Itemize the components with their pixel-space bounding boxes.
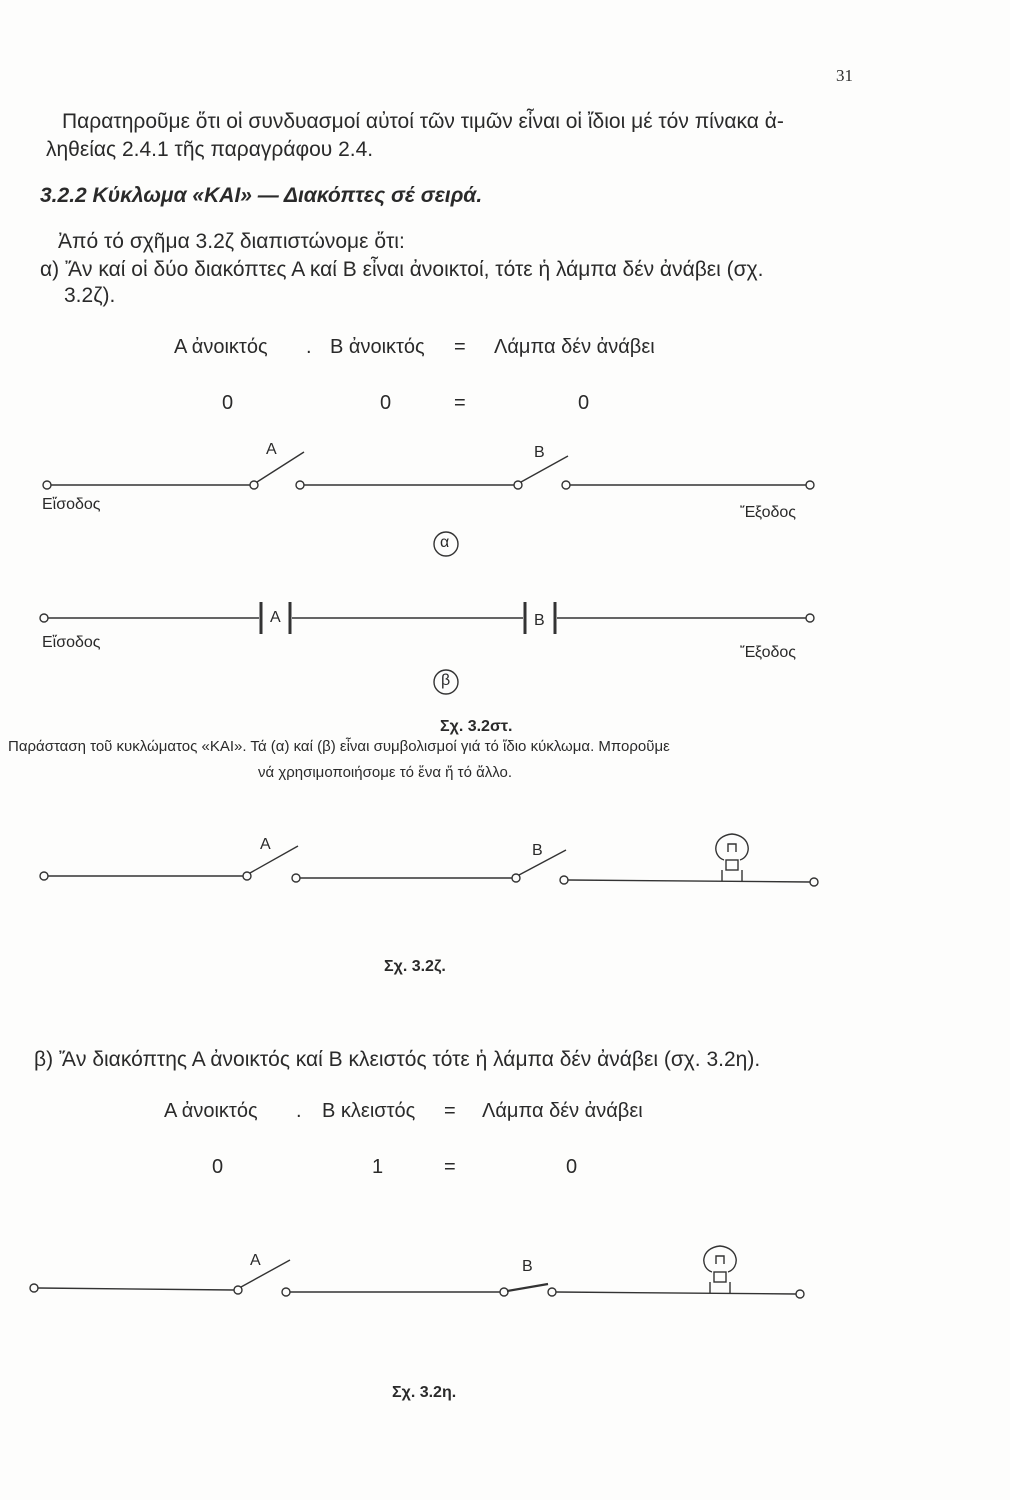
input-terminal (40, 614, 48, 622)
page-number: 31 (836, 66, 853, 85)
output-terminal (796, 1290, 804, 1298)
wire-segment (568, 880, 810, 882)
fig-h-switch-a-label: Α (250, 1252, 261, 1269)
switch-a-pivot (250, 481, 258, 489)
switch-a-contact (292, 874, 300, 882)
output-terminal (806, 614, 814, 622)
mark-a-text: α (440, 534, 450, 551)
mark-b-text: β (441, 672, 451, 689)
input-terminal (43, 481, 51, 489)
fig-z-switch-a-label: Α (260, 836, 271, 853)
circuit-b-diagram (0, 594, 1010, 654)
input-terminal (40, 872, 48, 880)
switch-a-blade (241, 1260, 290, 1287)
fig-a-output-label: Ἔξοδος (740, 504, 796, 521)
fig-z-switch-b-label: Β (532, 842, 543, 859)
switch-a-blade (257, 452, 304, 482)
fig-h-caption: Σχ. 3.2η. (392, 1384, 457, 1401)
eq-b-value-equals: = (444, 1156, 456, 1178)
eq-a-value-3: 0 (578, 392, 590, 414)
switch-a-contact (282, 1288, 290, 1296)
switch-a-pivot (234, 1286, 242, 1294)
eq-b-mid: Β κλειστός (322, 1100, 416, 1122)
eq-a-right: Λάμπα δέν ἀνάβει (494, 336, 655, 358)
fig-z-caption: Σχ. 3.2ζ. (384, 958, 446, 975)
case-a-line-2: 3.2ζ). (64, 284, 116, 307)
lamp-icon (716, 834, 748, 881)
eq-b-equals: = (444, 1100, 456, 1122)
wire-segment (38, 1288, 234, 1290)
para-intro: Ἀπό τό σχῆμα 3.2ζ διαπιστώνομε ὅτι: (58, 230, 405, 253)
wire-segment (556, 1292, 796, 1294)
fig-a-switch-b-label: Β (534, 444, 545, 461)
switch-a-blade (250, 846, 298, 873)
circuit-h-diagram (0, 1240, 1010, 1320)
switch-b-contact (562, 481, 570, 489)
output-terminal (806, 481, 814, 489)
eq-b-dot: . (296, 1100, 302, 1122)
eq-a-dot: . (306, 336, 312, 358)
eq-a-value-2: 0 (380, 392, 392, 414)
eq-b-value-1: 0 (212, 1156, 224, 1178)
switch-b-pivot (500, 1288, 508, 1296)
intro-line-1: Παρατηροῦμε ὅτι οἱ συνδυασμοί αὐτοί τῶν τιμῶν εἶναι οἱ ἴδιοι μέ τόν πίνακα ἀ- (62, 110, 784, 133)
section-title: 3.2.2 Κύκλωμα «ΚΑΙ» — Διακόπτες σέ σειρά. (40, 184, 483, 207)
eq-b-value-3: 0 (566, 1156, 578, 1178)
fig-b-input-label: Εἴσοδος (42, 634, 101, 651)
switch-b-contact (560, 876, 568, 884)
fig-h-switch-b-label: Β (522, 1258, 533, 1275)
input-terminal (30, 1284, 38, 1292)
eq-a-left: Α ἀνοικτός (174, 336, 268, 358)
switch-b-pivot (514, 481, 522, 489)
switch-a-contact (296, 481, 304, 489)
circuit-a-diagram (0, 440, 1010, 530)
switch-b-pivot (512, 874, 520, 882)
eq-b-left: Α ἀνοικτός (164, 1100, 258, 1122)
switch-b-blade-closed (507, 1284, 548, 1291)
eq-a-equals: = (454, 336, 466, 358)
mark-b-circle (0, 668, 1010, 698)
intro-line-2: ληθείας 2.4.1 τῆς παραγράφου 2.4. (46, 138, 374, 161)
fig-b-contact-b-label: Β (534, 612, 545, 629)
fig-a-input-label: Εἴσοδος (42, 496, 101, 513)
fig-st-caption-line-1: Παράσταση τοῦ κυκλώματος «ΚΑΙ». Τά (α) καί (β) εἶναι συμβολισμοί γιά τό ἴδιο κύκλωμα. Μποροῦμε (8, 738, 670, 755)
fig-a-switch-a-label: Α (266, 441, 277, 458)
switch-b-contact (548, 1288, 556, 1296)
eq-b-right: Λάμπα δέν ἀνάβει (482, 1100, 643, 1122)
circuit-z-diagram (0, 830, 1010, 910)
fig-st-caption-title: Σχ. 3.2στ. (440, 718, 513, 735)
fig-b-contact-a-label: Α (270, 609, 281, 626)
mark-a-circle (0, 530, 1010, 560)
lamp-icon (704, 1246, 736, 1293)
eq-a-value-1: 0 (222, 392, 234, 414)
eq-a-mid: Β ἀνοικτός (330, 336, 425, 358)
case-b-text: β) Ἄν διακόπτης Α ἀνοικτός καί Β κλειστός τότε ἡ λάμπα δέν ἀνάβει (σχ. 3.2η). (34, 1048, 761, 1071)
output-terminal (810, 878, 818, 886)
eq-a-value-equals: = (454, 392, 466, 414)
fig-b-output-label: Ἔξοδος (740, 644, 796, 661)
case-a-line-1: α) Ἄν καί οἱ δύο διακόπτες Α καί Β εἶναι ἀνοικτοί, τότε ἡ λάμπα δέν ἀνάβει (σχ. (40, 258, 764, 281)
eq-b-value-2: 1 (372, 1156, 384, 1178)
switch-a-pivot (243, 872, 251, 880)
fig-st-caption-line-2: νά χρησιμοποιήσομε τό ἕνα ἤ τό ἄλλο. (258, 764, 513, 781)
